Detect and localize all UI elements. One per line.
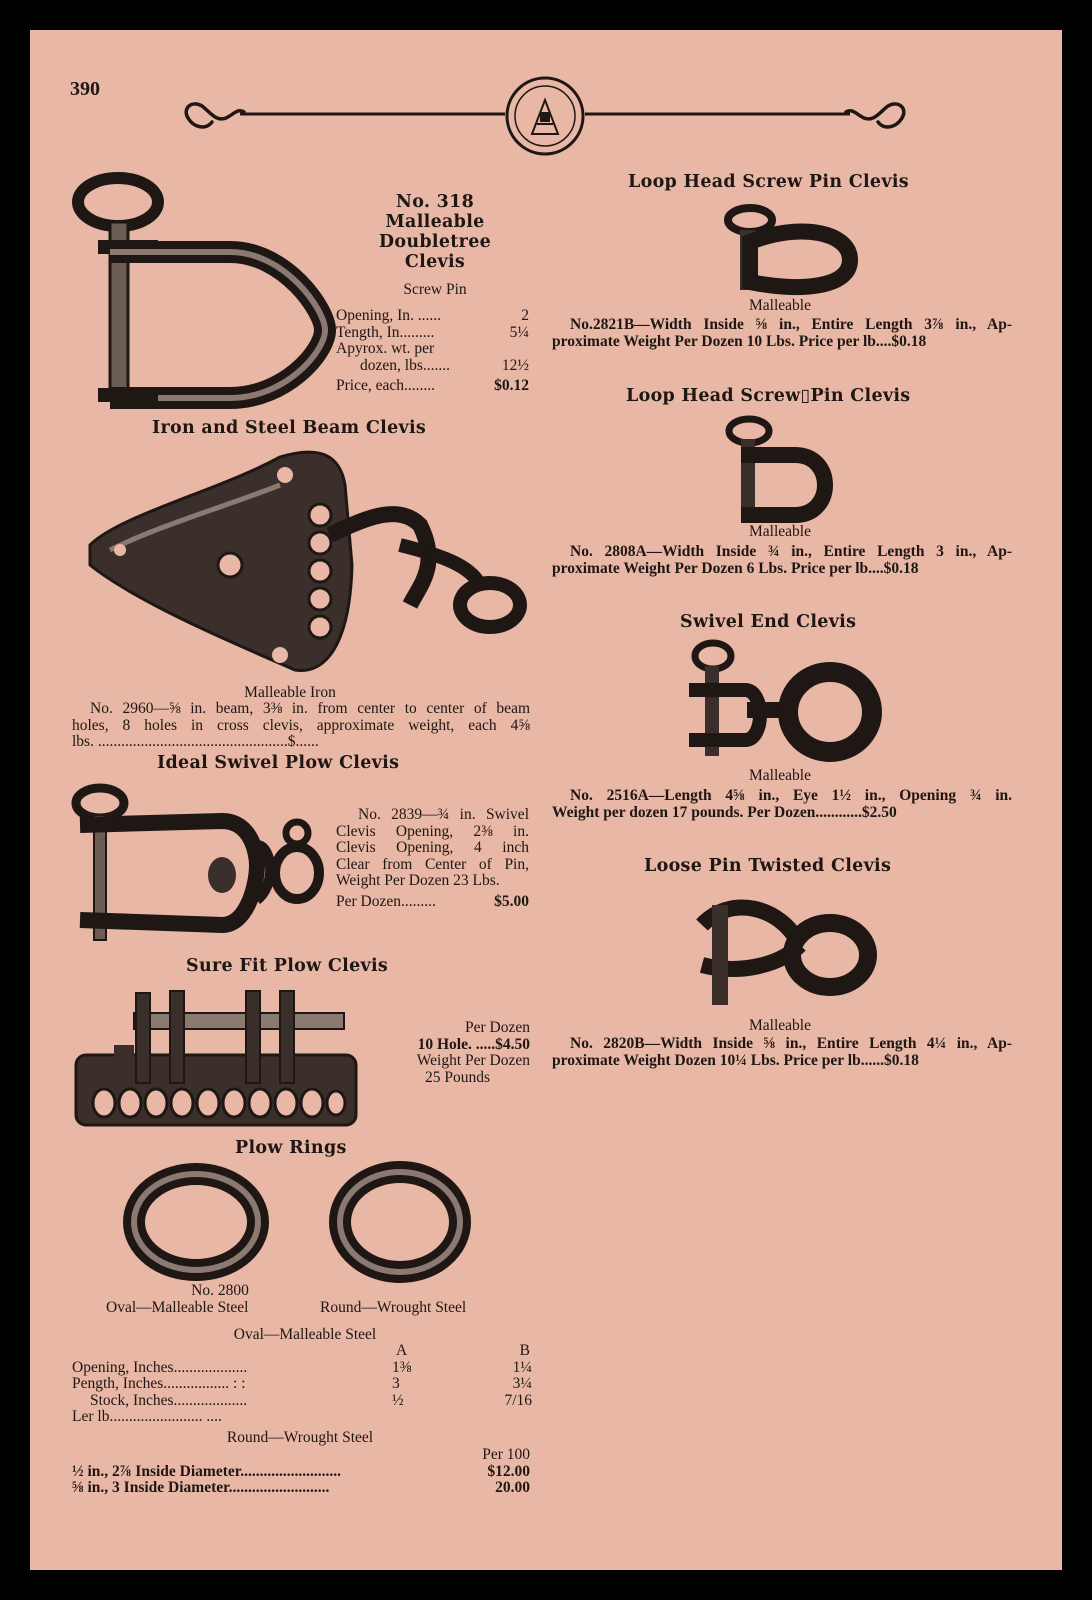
spec-row: [336, 308, 529, 325]
cell-a: [392, 1409, 492, 1426]
sure-fit-title: Sure Fit Plow Clevis: [186, 956, 389, 976]
research-club-seal: [507, 78, 583, 154]
table-row: [72, 1360, 532, 1377]
desc-line: Clevis Opening, 4 inch: [336, 839, 529, 856]
spec-label: dozen, lbs.......: [360, 356, 450, 374]
oval-spec-table: [72, 1343, 532, 1426]
no318-title-line: Malleable: [385, 212, 485, 232]
row-label: Stock, Inches...................: [90, 1391, 248, 1409]
ring-caption-oval: Oval—Malleable Steel: [106, 1299, 249, 1316]
no318-spec-list: [336, 308, 529, 395]
row-price: 20.00: [495, 1479, 530, 1496]
desc-line: holes, 8 holes in cross clevis, approximate weight, each 4⅝: [72, 716, 530, 734]
loop-head-2-material: Malleable: [749, 523, 811, 540]
cell-b: 3¼: [512, 1375, 532, 1392]
price-label: Per Dozen.........: [336, 892, 436, 910]
oval-table-heading: Oval—Malleable Steel: [233, 1326, 377, 1343]
table-row: [72, 1393, 532, 1410]
ideal-swivel-title: Ideal Swivel Plow Clevis: [157, 753, 400, 773]
plow-rings-illustration: [120, 1160, 490, 1290]
row-label: Pength, Inches................. : :: [72, 1375, 246, 1392]
cell-a: 1⅜: [392, 1358, 412, 1376]
spec-label: Tength, In.........: [336, 323, 435, 341]
desc-line: lbs. .................................................$......: [72, 733, 319, 750]
round-price-table: [72, 1447, 530, 1497]
cell-b: 7/16: [504, 1391, 532, 1409]
desc-line: Clear from Center of Pin,: [336, 855, 529, 873]
loose-pin-title: Loose Pin Twisted Clevis: [644, 856, 892, 876]
swivel-end-title: Swivel End Clevis: [680, 612, 857, 632]
loop-head-1-material: Malleable: [749, 297, 811, 314]
table-row: [72, 1409, 532, 1426]
table-header: Per 100: [482, 1446, 530, 1463]
desc-line: No. 2960—⅝ in. beam, 3⅜ in. from center to center of beam: [90, 700, 530, 717]
column-header: A: [396, 1342, 408, 1359]
desc-line: No. 2820B—Width Inside ⅝ in., Entire Length 4¼ in., Ap-: [570, 1035, 1012, 1052]
price-row: [336, 894, 529, 911]
row-label: ⅝ in., 3 Inside Diameter..........................: [72, 1479, 330, 1496]
loop-head-2-description: [552, 544, 1012, 577]
beam-clevis-illustration: [80, 445, 520, 675]
no318-title-line: No. 318: [395, 192, 475, 212]
detail-line: Weight Per Dozen: [416, 1052, 530, 1069]
loop-head-2-illustration: [725, 415, 845, 525]
catalog-page: [30, 30, 1062, 1570]
no318-clevis-illustration: [70, 170, 335, 410]
loop-head-1-title: Loop Head Screw Pin Clevis: [628, 172, 909, 192]
row-price: $12.00: [487, 1462, 530, 1480]
desc-line: proximate Weight Per Dozen 10 Lbs. Price per lb....$0.18: [552, 332, 927, 350]
no318-title-line: Clevis: [404, 252, 466, 272]
detail-line: 10 Hole. .....$4.50: [417, 1035, 530, 1053]
spec-label: Apyrox. wt. per: [336, 340, 435, 357]
desc-line: Weight Per Dozen 23 Lbs.: [336, 872, 500, 889]
detail-line: Per Dozen: [465, 1019, 530, 1036]
spec-label: Opening, In. ......: [336, 307, 442, 324]
plow-rings-title: Plow Rings: [235, 1138, 347, 1158]
row-label: Opening, Inches...................: [72, 1358, 248, 1376]
row-label: Ler lb........................ ....: [72, 1408, 222, 1425]
desc-line: proximate Weight Per Dozen 6 Lbs. Price per lb....$0.18: [552, 559, 919, 577]
desc-line: proximate Weight Dozen 10¼ Lbs. Price per lb......$0.18: [552, 1051, 919, 1069]
ideal-swivel-description: [336, 807, 529, 910]
detail-line: 25 Pounds: [424, 1068, 491, 1086]
spec-row: [336, 341, 529, 358]
table-header: [72, 1343, 532, 1360]
ring-caption-number: No. 2800: [191, 1282, 249, 1299]
loop-head-1-description: [552, 317, 1012, 350]
desc-line: No. 2516A—Length 4⅝ in., Eye 1½ in., Opening ¾ in.: [570, 787, 1012, 804]
loose-pin-description: [552, 1036, 1012, 1069]
spec-row: [336, 358, 529, 375]
spec-value: 5¼: [509, 323, 529, 341]
table-row: [72, 1464, 530, 1481]
no318-subtitle: Screw Pin: [403, 281, 467, 298]
beam-clevis-description: [72, 701, 530, 751]
spec-row: [336, 325, 529, 342]
spec-row: [336, 378, 529, 395]
no318-title-line: Doubletree: [378, 232, 492, 252]
page-number: 390: [70, 78, 100, 100]
spec-value: $0.12: [494, 377, 529, 394]
desc-line: No. 2808A—Width Inside ¾ in., Entire Length 3 in., Ap-: [570, 543, 1012, 560]
swivel-end-description: [552, 788, 1012, 821]
cell-b: 1¼: [512, 1358, 532, 1376]
loose-pin-material: Malleable: [749, 1017, 811, 1034]
spec-value: 2: [521, 307, 529, 324]
cell-b: [492, 1409, 532, 1426]
ring-caption-round: Round—Wrought Steel: [320, 1299, 467, 1316]
table-row: [72, 1480, 530, 1497]
sure-fit-details: [385, 1020, 530, 1086]
ideal-swivel-illustration: [72, 785, 337, 950]
swivel-end-material: Malleable: [749, 767, 811, 784]
beam-clevis-title: Iron and Steel Beam Clevis: [152, 418, 427, 438]
row-label: ½ in., 2⅞ Inside Diameter..........................: [72, 1462, 341, 1480]
loop-head-2-title: Loop Head Screw▯Pin Clevis: [626, 386, 911, 406]
table-row: [72, 1376, 532, 1393]
no318-title: [350, 192, 520, 272]
loop-head-1-illustration: [720, 202, 860, 297]
column-header: B: [519, 1342, 530, 1359]
price-value: $5.00: [494, 892, 529, 910]
cell-a: ½: [392, 1391, 404, 1409]
cell-a: 3: [392, 1375, 400, 1392]
loose-pin-illustration: [690, 885, 880, 1015]
beam-clevis-material: Malleable Iron: [244, 684, 336, 701]
round-table-heading: Round—Wrought Steel: [226, 1429, 374, 1446]
spec-label: Price, each........: [336, 377, 435, 394]
desc-line: No.2821B—Width Inside ⅝ in., Entire Length 3⅞ in., Ap-: [570, 316, 1012, 333]
sure-fit-illustration: [74, 985, 364, 1130]
spec-value: 12½: [501, 356, 529, 374]
desc-line: Clevis Opening, 2⅜ in.: [336, 822, 529, 840]
swivel-end-illustration: [685, 640, 885, 765]
desc-line: Weight per dozen 17 pounds. Per Dozen............$2.50: [552, 803, 897, 821]
desc-line: No. 2839—¾ in. Swivel: [358, 806, 529, 823]
